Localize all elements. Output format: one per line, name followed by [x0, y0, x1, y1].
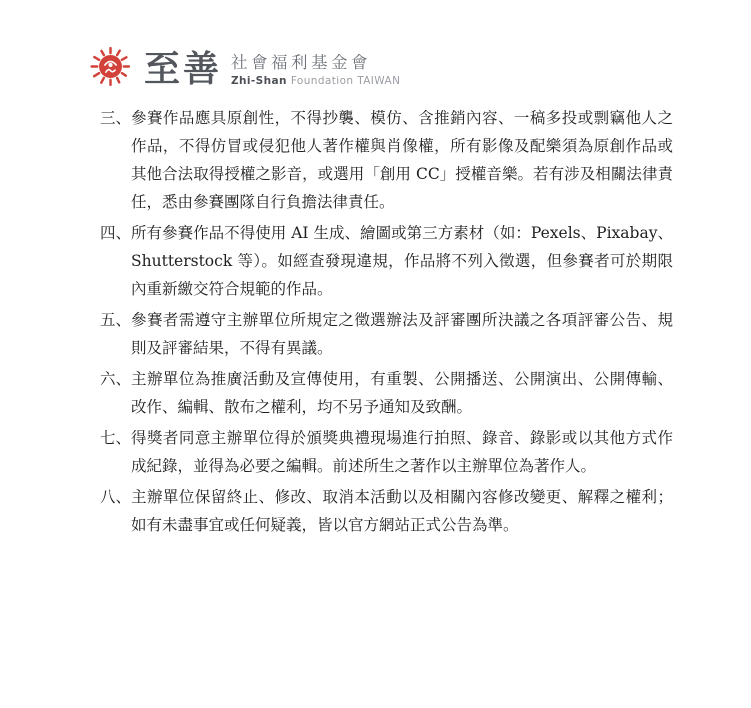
- org-name-en-bold: Zhi-Shan: [231, 75, 287, 87]
- term-text: 所有參賽作品不得使用 AI 生成、繪圖或第三方素材（如：Pexels、Pixabay、Shutterstock 等）。如經查發現違規，作品將不列入徵選，但參賽者可於期限內重新繳交符合規範的作品。: [131, 224, 673, 298]
- term-text: 主辦單位為推廣活動及宣傳使用，有重製、公開播送、公開演出、公開傳輸、改作、編輯、散布之權利，均不另予通知及致酬。: [131, 370, 673, 416]
- term-item-5: [100, 306, 673, 362]
- term-text: 參賽者需遵守主辦單位所規定之徵選辦法及評審團所決議之各項評審公告、規則及評審結果，不得有異議。: [131, 311, 673, 357]
- terms-list: [100, 104, 673, 542]
- term-text: 主辦單位保留終止、修改、取消本活動以及相關內容修改變更、解釋之權利；如有未盡事宜或任何疑義，皆以官方網站正式公告為準。: [131, 488, 673, 534]
- org-name-zh: 社會福利基金會: [231, 53, 372, 72]
- term-number: 五、: [100, 311, 132, 329]
- brand-name-zh: 至善: [144, 48, 223, 90]
- term-number: 六、: [100, 370, 132, 388]
- term-number: 八、: [100, 488, 132, 506]
- org-name-en: [231, 75, 400, 88]
- term-number: 三、: [100, 109, 132, 127]
- term-number: 四、: [100, 224, 132, 242]
- foundation-logo: [88, 43, 400, 89]
- term-item-6: [100, 365, 673, 421]
- org-name-en-rest: Foundation TAIWAN: [290, 75, 401, 87]
- org-name-block: [231, 53, 400, 89]
- term-number: 七、: [100, 429, 132, 447]
- term-item-8: [100, 483, 673, 539]
- term-text: 得獎者同意主辦單位得於頒獎典禮現場進行拍照、錄音、錄影或以其他方式作成紀錄，並得為必要之編輯。前述所生之著作以主辦單位為著作人。: [131, 429, 673, 475]
- term-item-7: [100, 424, 673, 480]
- term-item-3: [100, 104, 673, 216]
- sun-figure-icon: [88, 44, 133, 89]
- term-text: 參賽作品應具原創性，不得抄襲、模仿、含推銷內容、一稿多投或剽竊他人之作品，不得仿冒或侵犯他人著作權與肖像權，所有影像及配樂須為原創作品或其他合法取得授權之影音，或選用「創用 CC」授權音樂。若有涉及相關法律責任，悉由參賽團隊自行負擔法律責任。: [131, 109, 673, 211]
- term-item-4: [100, 219, 673, 303]
